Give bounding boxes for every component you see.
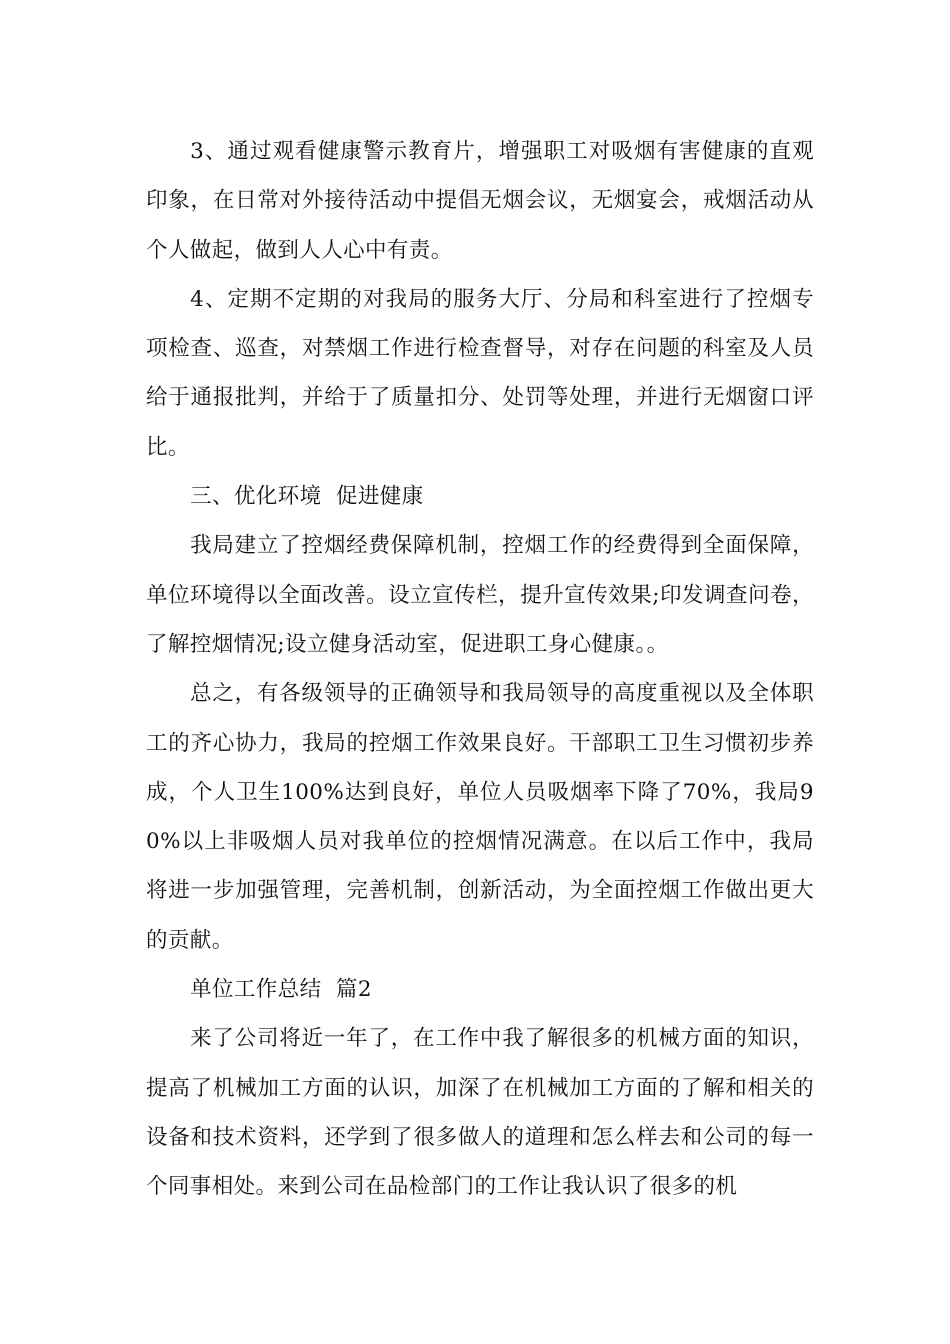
paragraph-intro-2: 来了公司将近一年了，在工作中我了解很多的机械方面的知识，提高了机械加工方面的认识，加深了在机械加工方面的了解和相关的设备和技术资料，还学到了很多做人的道理和怎么样去和公司的每一个同事相处。来到公司在品检部门的工作让我认识了很多的机 bbox=[146, 1026, 814, 1200]
paragraph-item-4: 4、定期不定期的对我局的服务大厅、分局和科室进行了控烟专项检查、巡查，对禁烟工作进行检查督导，对存在问题的科室及人员给于通报批判，并给于了质量扣分、处罚等处理，并进行无烟窗口评比。 bbox=[146, 286, 814, 460]
paragraph-summary: 总之，有各级领导的正确领导和我局领导的高度重视以及全体职工的齐心协力，我局的控烟工作效果良好。干部职工卫生习惯初步养成，个人卫生100%达到良好，单位人员吸烟率下降了70%，我局90%以上非吸烟人员对我单位的控烟情况满意。在以后工作中，我局将进一步加强管理，完善机制，创新活动，为全面控烟工作做出更大的贡献。 bbox=[146, 681, 814, 953]
section-heading-3: 三、优化环境 促进健康 bbox=[190, 484, 424, 510]
paragraph-funding: 我局建立了控烟经费保障机制，控烟工作的经费得到全面保障，单位环境得以全面改善。设立宣传栏，提升宣传效果;印发调查问卷，了解控烟情况;设立健身活动室，促进职工身心健康。。 bbox=[146, 533, 814, 657]
article-title-2: 单位工作总结 篇2 bbox=[190, 977, 372, 1003]
paragraph-item-3: 3、通过观看健康警示教育片，增强职工对吸烟有害健康的直观印象，在日常对外接待活动中提倡无烟会议，无烟宴会，戒烟活动从个人做起，做到人人心中有责。 bbox=[146, 139, 814, 263]
document-body bbox=[146, 127, 814, 1212]
